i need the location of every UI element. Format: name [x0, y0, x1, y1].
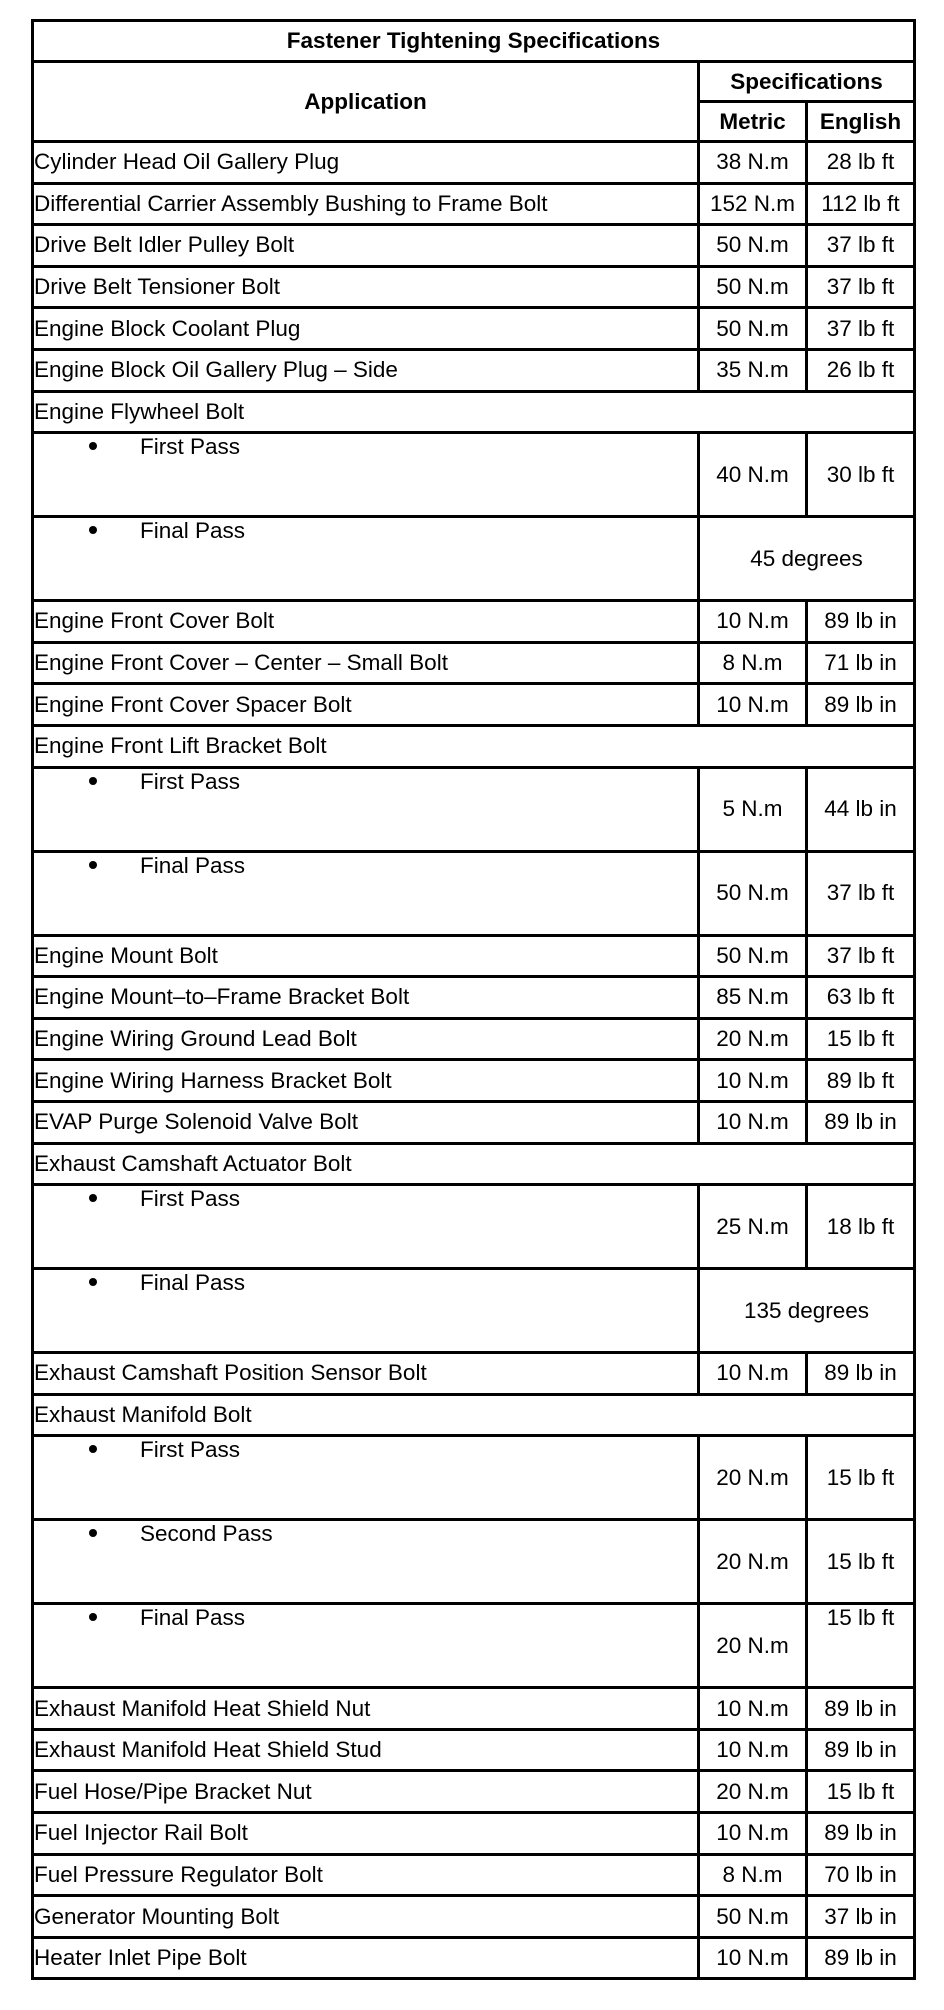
bullet-icon [89, 1613, 97, 1621]
english-cell: 89 lb in [807, 684, 915, 726]
column-header-metric: Metric [699, 102, 807, 142]
table-row [33, 1771, 915, 1813]
pass-label-cell [33, 767, 699, 851]
pass-label-cell [33, 1436, 699, 1520]
english-cell: 37 lb ft [807, 935, 915, 977]
bullet-icon [89, 526, 97, 534]
english-cell: 71 lb in [807, 642, 915, 684]
bullet-icon [89, 1278, 97, 1286]
column-header-specifications: Specifications [699, 62, 915, 102]
pass-row [33, 1269, 915, 1353]
pass-label: Final Pass [140, 852, 246, 878]
english-cell: 37 lb in [807, 1896, 915, 1938]
metric-cell: 152 N.m [699, 183, 807, 225]
english-cell: 28 lb ft [807, 142, 915, 184]
pass-row [33, 767, 915, 851]
application-cell: Cylinder Head Oil Gallery Plug [33, 142, 699, 184]
pass-row [33, 433, 915, 517]
application-cell: Drive Belt Idler Pulley Bolt [33, 225, 699, 267]
table-row [33, 1353, 915, 1395]
english-cell: 18 lb ft [807, 1185, 915, 1269]
metric-cell: 50 N.m [699, 225, 807, 267]
application-cell: Engine Mount–to–Frame Bracket Bolt [33, 977, 699, 1019]
pass-label: First Pass [140, 768, 241, 794]
metric-cell: 8 N.m [699, 1854, 807, 1896]
table-row [33, 935, 915, 977]
english-cell: 89 lb in [807, 1688, 915, 1730]
table-row [33, 601, 915, 643]
metric-cell: 20 N.m [699, 1018, 807, 1060]
application-cell: Engine Wiring Ground Lead Bolt [33, 1018, 699, 1060]
pass-row [33, 1520, 915, 1604]
english-cell: 15 lb ft [807, 1604, 915, 1688]
table-row [33, 349, 915, 391]
table-title: Fastener Tightening Specifications [33, 21, 915, 62]
table-title-row [33, 21, 915, 62]
pass-label-cell [33, 1185, 699, 1269]
metric-cell: 20 N.m [699, 1604, 807, 1688]
table-row [33, 1896, 915, 1938]
english-cell: 37 lb ft [807, 851, 915, 935]
pass-label: Second Pass [140, 1521, 273, 1547]
metric-cell: 25 N.m [699, 1185, 807, 1269]
pass-row [33, 851, 915, 935]
metric-cell: 50 N.m [699, 266, 807, 308]
english-cell: 30 lb ft [807, 433, 915, 517]
metric-cell: 20 N.m [699, 1520, 807, 1604]
group-heading-cell: Exhaust Manifold Bolt [33, 1394, 915, 1436]
pass-row [33, 1604, 915, 1688]
metric-cell: 20 N.m [699, 1771, 807, 1813]
group-heading-cell: Engine Flywheel Bolt [33, 391, 915, 433]
application-cell: Engine Mount Bolt [33, 935, 699, 977]
metric-cell: 5 N.m [699, 767, 807, 851]
metric-cell: 10 N.m [699, 1813, 807, 1855]
table-row [33, 142, 915, 184]
table-row [33, 1101, 915, 1143]
table-row [33, 1688, 915, 1730]
table-row [33, 183, 915, 225]
table-row [33, 684, 915, 726]
metric-cell: 85 N.m [699, 977, 807, 1019]
metric-cell: 50 N.m [699, 851, 807, 935]
application-cell: Engine Front Cover Spacer Bolt [33, 684, 699, 726]
pass-label: First Pass [140, 1437, 241, 1463]
angle-spec-cell: 45 degrees [699, 517, 915, 601]
table-row [33, 1937, 915, 1979]
english-cell: 89 lb in [807, 1101, 915, 1143]
application-cell: Fuel Hose/Pipe Bracket Nut [33, 1771, 699, 1813]
bullet-icon [89, 777, 97, 785]
column-header-application: Application [33, 62, 699, 142]
table-row [33, 308, 915, 350]
english-cell: 37 lb ft [807, 266, 915, 308]
group-row [33, 391, 915, 433]
metric-cell: 10 N.m [699, 1101, 807, 1143]
metric-cell: 50 N.m [699, 308, 807, 350]
table-body [33, 142, 915, 1979]
application-cell: Fuel Pressure Regulator Bolt [33, 1854, 699, 1896]
pass-label-cell [33, 1520, 699, 1604]
application-cell: Differential Carrier Assembly Bushing to Frame Bolt [33, 183, 699, 225]
metric-cell: 10 N.m [699, 601, 807, 643]
pass-row [33, 517, 915, 601]
bullet-icon [89, 861, 97, 869]
english-cell: 89 lb in [807, 1729, 915, 1771]
bullet-icon [89, 442, 97, 450]
pass-label: Final Pass [140, 1605, 246, 1631]
fastener-spec-table [31, 19, 916, 1980]
metric-cell: 20 N.m [699, 1436, 807, 1520]
metric-cell: 40 N.m [699, 433, 807, 517]
english-cell: 15 lb ft [807, 1018, 915, 1060]
header-row [33, 62, 915, 102]
english-cell: 112 lb ft [807, 183, 915, 225]
english-cell: 15 lb ft [807, 1771, 915, 1813]
english-cell: 44 lb in [807, 767, 915, 851]
metric-cell: 10 N.m [699, 1060, 807, 1102]
group-row [33, 1394, 915, 1436]
table-row [33, 1060, 915, 1102]
table-row [33, 225, 915, 267]
metric-cell: 38 N.m [699, 142, 807, 184]
bullet-icon [89, 1194, 97, 1202]
pass-label-cell [33, 1604, 699, 1688]
group-row [33, 725, 915, 767]
application-cell: Exhaust Camshaft Position Sensor Bolt [33, 1353, 699, 1395]
application-cell: Fuel Injector Rail Bolt [33, 1813, 699, 1855]
application-cell: Drive Belt Tensioner Bolt [33, 266, 699, 308]
table-row [33, 1729, 915, 1771]
metric-cell: 10 N.m [699, 1688, 807, 1730]
pass-label-cell [33, 851, 699, 935]
english-cell: 63 lb ft [807, 977, 915, 1019]
english-cell: 89 lb in [807, 601, 915, 643]
group-row [33, 1143, 915, 1185]
application-cell: Heater Inlet Pipe Bolt [33, 1937, 699, 1979]
application-cell: Engine Front Cover Bolt [33, 601, 699, 643]
english-cell: 89 lb in [807, 1937, 915, 1979]
english-cell: 89 lb ft [807, 1060, 915, 1102]
pass-label: Final Pass [140, 518, 246, 544]
english-cell: 15 lb ft [807, 1520, 915, 1604]
pass-label-cell [33, 433, 699, 517]
pass-label-cell [33, 517, 699, 601]
pass-label-cell [33, 1269, 699, 1353]
metric-cell: 35 N.m [699, 349, 807, 391]
application-cell: Engine Wiring Harness Bracket Bolt [33, 1060, 699, 1102]
english-cell: 37 lb ft [807, 225, 915, 267]
metric-cell: 50 N.m [699, 1896, 807, 1938]
english-cell: 26 lb ft [807, 349, 915, 391]
metric-cell: 10 N.m [699, 684, 807, 726]
table-row [33, 1018, 915, 1060]
application-cell: Exhaust Manifold Heat Shield Stud [33, 1729, 699, 1771]
application-cell: Engine Block Oil Gallery Plug – Side [33, 349, 699, 391]
group-heading-cell: Engine Front Lift Bracket Bolt [33, 725, 915, 767]
table-row [33, 642, 915, 684]
table-row [33, 977, 915, 1019]
metric-cell: 50 N.m [699, 935, 807, 977]
application-cell: Generator Mounting Bolt [33, 1896, 699, 1938]
angle-spec-cell: 135 degrees [699, 1269, 915, 1353]
english-cell: 37 lb ft [807, 308, 915, 350]
english-cell: 15 lb ft [807, 1436, 915, 1520]
table-row [33, 266, 915, 308]
table-row [33, 1854, 915, 1896]
metric-cell: 10 N.m [699, 1353, 807, 1395]
group-heading-cell: Exhaust Camshaft Actuator Bolt [33, 1143, 915, 1185]
pass-label: Final Pass [140, 1270, 246, 1296]
pass-label: First Pass [140, 1186, 241, 1212]
metric-cell: 10 N.m [699, 1729, 807, 1771]
pass-label: First Pass [140, 434, 241, 460]
english-cell: 70 lb in [807, 1854, 915, 1896]
application-cell: EVAP Purge Solenoid Valve Bolt [33, 1101, 699, 1143]
table-row [33, 1813, 915, 1855]
bullet-icon [89, 1529, 97, 1537]
pass-row [33, 1436, 915, 1520]
bullet-icon [89, 1445, 97, 1453]
english-cell: 89 lb in [807, 1353, 915, 1395]
application-cell: Engine Front Cover – Center – Small Bolt [33, 642, 699, 684]
english-cell: 89 lb in [807, 1813, 915, 1855]
metric-cell: 10 N.m [699, 1937, 807, 1979]
application-cell: Engine Block Coolant Plug [33, 308, 699, 350]
column-header-english: English [807, 102, 915, 142]
metric-cell: 8 N.m [699, 642, 807, 684]
pass-row [33, 1185, 915, 1269]
application-cell: Exhaust Manifold Heat Shield Nut [33, 1688, 699, 1730]
